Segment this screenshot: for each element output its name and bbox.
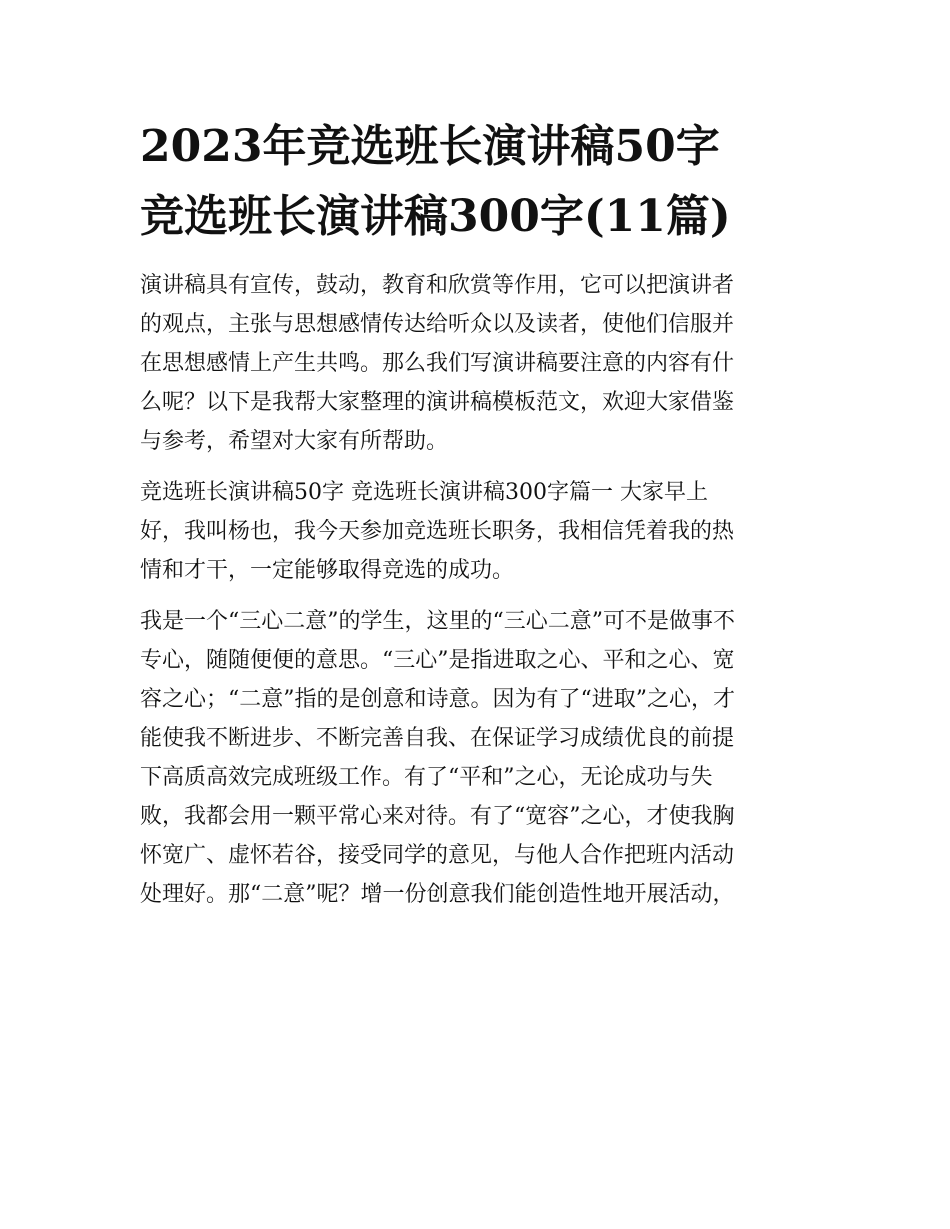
text-line: 与参考，希望对大家有所帮助。 xyxy=(140,429,449,454)
text-line: 怀宽广、虚怀若谷，接受同学的意见，与他人合作把班内活动 xyxy=(140,843,735,868)
text-line: 能使我不断进步、不断完善自我、在保证学习成绩优良的前提 xyxy=(140,726,735,751)
text-line: 专心，随随便便的意思。“三心”是指进取之心、平和之心、宽 xyxy=(140,648,735,673)
paragraph-spacer xyxy=(140,461,812,473)
text-line: 容之心；“二意”指的是创意和诗意。因为有了“进取”之心，才 xyxy=(140,687,735,712)
text-line: 么呢？以下是我帮大家整理的演讲稿模板范文，欢迎大家借鉴 xyxy=(140,390,735,415)
title-line-1: 2023年竞选班长演讲稿50字 xyxy=(140,121,720,172)
text-line: 情和才干，一定能够取得竞选的成功。 xyxy=(140,558,515,583)
paragraph-speech-opening xyxy=(140,473,812,590)
text-line: 演讲稿具有宣传，鼓动，教育和欣赏等作用，它可以把演讲者 xyxy=(140,273,735,298)
paragraph-speech-body xyxy=(140,602,812,914)
text-line: 处理好。那“二意”呢？增一份创意我们能创造性地开展活动， xyxy=(140,882,735,907)
text-line: 下高质高效完成班级工作。有了“平和”之心，无论成功与失 xyxy=(140,765,713,790)
title-line-2: 竞选班长演讲稿300字(11篇) xyxy=(140,191,731,242)
text-line: 在思想感情上产生共鸣。那么我们写演讲稿要注意的内容有什 xyxy=(140,351,735,376)
paragraph-intro xyxy=(140,266,812,461)
document-page xyxy=(140,112,812,914)
document-title xyxy=(140,112,812,252)
document-body xyxy=(140,266,812,914)
paragraph-spacer xyxy=(140,590,812,602)
text-line: 竞选班长演讲稿50字 竞选班长演讲稿300字篇一 大家早上 xyxy=(140,480,708,505)
text-line: 好，我叫杨也，我今天参加竞选班长职务，我相信凭着我的热 xyxy=(140,519,735,544)
text-line: 我是一个“三心二意”的学生，这里的“三心二意”可不是做事不 xyxy=(140,609,735,634)
text-line: 的观点，主张与思想感情传达给听众以及读者，使他们信服并 xyxy=(140,312,735,337)
text-line: 败，我都会用一颗平常心来对待。有了“宽容”之心，才使我胸 xyxy=(140,804,735,829)
